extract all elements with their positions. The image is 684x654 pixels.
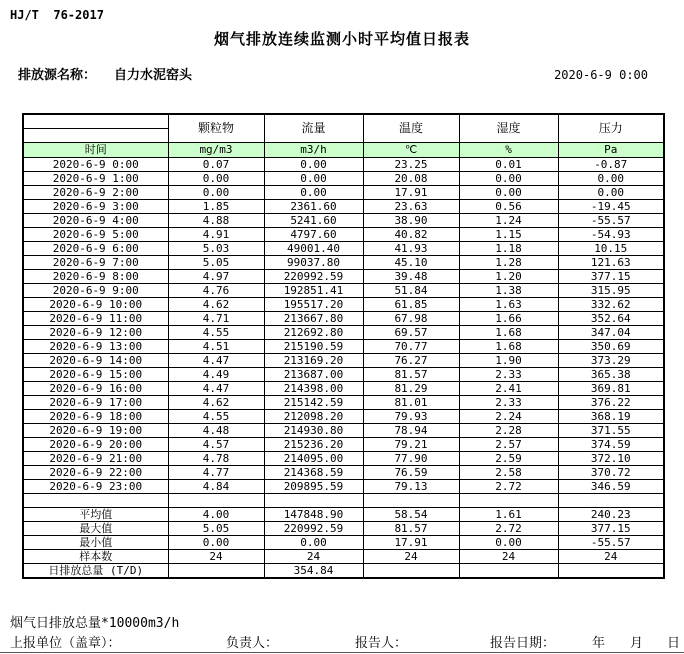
signature-row	[10, 632, 684, 650]
spacer-cell	[23, 494, 168, 508]
row-value: 0.00	[459, 172, 558, 186]
report-datetime: 2020-6-9 0:00	[554, 68, 648, 82]
table-row	[23, 312, 664, 326]
row-value: 0.00	[264, 186, 363, 200]
row-value: 195517.20	[264, 298, 363, 312]
row-time: 2020-6-9 23:00	[23, 480, 168, 494]
row-time: 2020-6-9 16:00	[23, 382, 168, 396]
row-value: 4.57	[168, 438, 264, 452]
column-header: 压力	[558, 114, 664, 143]
row-time: 2020-6-9 10:00	[23, 298, 168, 312]
table-row	[23, 452, 664, 466]
row-value: 77.90	[363, 452, 459, 466]
column-unit: %	[459, 143, 558, 158]
column-unit: mg/m3	[168, 143, 264, 158]
row-value: 5241.60	[264, 214, 363, 228]
row-value: 2.41	[459, 382, 558, 396]
row-value: 213687.00	[264, 368, 363, 382]
row-value: -55.57	[558, 214, 664, 228]
summary-value: 0.00	[459, 536, 558, 550]
row-value: 0.00	[558, 172, 664, 186]
table-row	[23, 424, 664, 438]
row-value: 4.91	[168, 228, 264, 242]
column-unit: m3/h	[264, 143, 363, 158]
row-time: 2020-6-9 22:00	[23, 466, 168, 480]
spacer-cell	[168, 494, 264, 508]
row-value: 4.47	[168, 382, 264, 396]
row-value: 371.55	[558, 424, 664, 438]
row-value: 2.28	[459, 424, 558, 438]
table-row	[23, 270, 664, 284]
summary-value: 17.91	[363, 536, 459, 550]
report-unit-label: 上报单位（盖章）：	[10, 636, 121, 651]
row-value: 1.68	[459, 340, 558, 354]
row-value: 0.01	[459, 158, 558, 172]
row-value: 4.49	[168, 368, 264, 382]
row-value: 23.25	[363, 158, 459, 172]
table-row	[23, 186, 664, 200]
row-value: 1.85	[168, 200, 264, 214]
row-value: 315.95	[558, 284, 664, 298]
row-value: -0.87	[558, 158, 664, 172]
row-time: 2020-6-9 3:00	[23, 200, 168, 214]
source-label: 排放源名称：	[18, 68, 97, 83]
row-value: 213667.80	[264, 312, 363, 326]
row-value: 212098.20	[264, 410, 363, 424]
monitoring-table	[22, 113, 665, 579]
column-header: 颗粒物	[168, 114, 264, 143]
row-value: 121.63	[558, 256, 664, 270]
row-value: 81.57	[363, 368, 459, 382]
table-row	[23, 438, 664, 452]
spacer-cell	[363, 494, 459, 508]
summary-label: 最小值	[23, 536, 168, 550]
summary-row	[23, 536, 664, 550]
summary-rows	[23, 494, 664, 579]
row-time: 2020-6-9 8:00	[23, 270, 168, 284]
table-row	[23, 298, 664, 312]
row-value: 352.64	[558, 312, 664, 326]
summary-value: 24	[363, 550, 459, 564]
row-time: 2020-6-9 2:00	[23, 186, 168, 200]
time-header: 时间	[23, 143, 168, 158]
row-value: 1.68	[459, 326, 558, 340]
row-value: 38.90	[363, 214, 459, 228]
row-value: 1.20	[459, 270, 558, 284]
summary-value: 147848.90	[264, 508, 363, 522]
responsible-label: 负责人：	[226, 636, 279, 651]
row-time: 2020-6-9 7:00	[23, 256, 168, 270]
row-value: 39.48	[363, 270, 459, 284]
row-value: 215190.59	[264, 340, 363, 354]
table-row	[23, 480, 664, 494]
row-value: 376.22	[558, 396, 664, 410]
summary-value	[168, 564, 264, 579]
table-row	[23, 354, 664, 368]
summary-value: 24	[558, 550, 664, 564]
row-value: 214368.59	[264, 466, 363, 480]
column-header: 湿度	[459, 114, 558, 143]
row-value: 192851.41	[264, 284, 363, 298]
summary-value: 240.23	[558, 508, 664, 522]
row-value: 0.00	[558, 186, 664, 200]
row-value: 20.08	[363, 172, 459, 186]
summary-label: 样本数	[23, 550, 168, 564]
row-value: 374.59	[558, 438, 664, 452]
row-value: 215142.59	[264, 396, 363, 410]
table-row	[23, 340, 664, 354]
row-value: 61.85	[363, 298, 459, 312]
row-value: 81.01	[363, 396, 459, 410]
summary-value: -55.57	[558, 536, 664, 550]
row-time: 2020-6-9 6:00	[23, 242, 168, 256]
total-emission-note: 烟气日排放总量*10000m3/h	[10, 616, 180, 631]
report-meta	[18, 64, 648, 83]
spacer-row	[23, 494, 664, 508]
table-row	[23, 172, 664, 186]
row-value: 365.38	[558, 368, 664, 382]
row-value: 346.59	[558, 480, 664, 494]
row-time: 2020-6-9 5:00	[23, 228, 168, 242]
summary-value	[363, 564, 459, 579]
table-row	[23, 368, 664, 382]
row-value: 0.00	[264, 172, 363, 186]
row-value: 0.56	[459, 200, 558, 214]
year-label: 年	[592, 636, 606, 651]
row-value: 4.55	[168, 326, 264, 340]
row-value: 4.88	[168, 214, 264, 228]
summary-value: 81.57	[363, 522, 459, 536]
row-value: 70.77	[363, 340, 459, 354]
page-title: 烟气排放连续监测小时平均值日报表	[213, 30, 470, 48]
row-value: 2.57	[459, 438, 558, 452]
hourly-rows	[23, 158, 664, 494]
summary-value: 1.61	[459, 508, 558, 522]
emission-source	[18, 64, 192, 83]
row-value: 49001.40	[264, 242, 363, 256]
row-value: 370.72	[558, 466, 664, 480]
row-value: 0.00	[459, 186, 558, 200]
row-value: 2.33	[459, 368, 558, 382]
row-value: 79.21	[363, 438, 459, 452]
row-value: 0.00	[264, 158, 363, 172]
row-value: 79.93	[363, 410, 459, 424]
summary-value: 5.05	[168, 522, 264, 536]
row-value: 220992.59	[264, 270, 363, 284]
row-value: 1.18	[459, 242, 558, 256]
row-value: 2.58	[459, 466, 558, 480]
row-value: 1.24	[459, 214, 558, 228]
row-value: 1.66	[459, 312, 558, 326]
time-header-top-cell	[23, 114, 168, 129]
row-value: 4.76	[168, 284, 264, 298]
table-row	[23, 242, 664, 256]
row-value: 4797.60	[264, 228, 363, 242]
column-unit: Pa	[558, 143, 664, 158]
column-unit: ℃	[363, 143, 459, 158]
row-value: 0.00	[168, 186, 264, 200]
unit-header-row	[23, 143, 664, 158]
row-value: 1.38	[459, 284, 558, 298]
row-time: 2020-6-9 9:00	[23, 284, 168, 298]
row-value: 17.91	[363, 186, 459, 200]
spacer-cell	[459, 494, 558, 508]
row-value: 0.07	[168, 158, 264, 172]
row-value: 45.10	[363, 256, 459, 270]
row-value: 5.03	[168, 242, 264, 256]
row-value: 99037.80	[264, 256, 363, 270]
row-value: 213169.20	[264, 354, 363, 368]
row-value: 23.63	[363, 200, 459, 214]
time-header-bottom-cell	[23, 129, 168, 143]
pollutant-name-row	[23, 114, 664, 129]
row-value: 4.97	[168, 270, 264, 284]
row-value: 78.94	[363, 424, 459, 438]
row-value: 214930.80	[264, 424, 363, 438]
row-value: 209895.59	[264, 480, 363, 494]
summary-value: 220992.59	[264, 522, 363, 536]
row-value: 41.93	[363, 242, 459, 256]
row-value: 1.90	[459, 354, 558, 368]
row-value: 368.19	[558, 410, 664, 424]
summary-value: 354.84	[264, 564, 363, 579]
row-value: 2.24	[459, 410, 558, 424]
reporter-label: 报告人：	[355, 636, 408, 651]
row-time: 2020-6-9 4:00	[23, 214, 168, 228]
day-label: 日	[667, 636, 681, 651]
row-value: -19.45	[558, 200, 664, 214]
row-value: 40.82	[363, 228, 459, 242]
summary-value: 4.00	[168, 508, 264, 522]
row-value: 4.62	[168, 396, 264, 410]
row-time: 2020-6-9 15:00	[23, 368, 168, 382]
standard-code: HJ/T 76-2017	[10, 8, 104, 22]
row-time: 2020-6-9 1:00	[23, 172, 168, 186]
row-value: 67.98	[363, 312, 459, 326]
row-value: 2361.60	[264, 200, 363, 214]
table-row	[23, 410, 664, 424]
source-name: 自力水泥窑头	[114, 68, 193, 83]
row-value: 0.00	[168, 172, 264, 186]
row-time: 2020-6-9 19:00	[23, 424, 168, 438]
month-label: 月	[630, 636, 644, 651]
row-value: 76.27	[363, 354, 459, 368]
summary-label: 平均值	[23, 508, 168, 522]
column-header: 流量	[264, 114, 363, 143]
row-value: 377.15	[558, 270, 664, 284]
summary-row	[23, 550, 664, 564]
table-row	[23, 382, 664, 396]
summary-row	[23, 508, 664, 522]
row-value: 81.29	[363, 382, 459, 396]
row-time: 2020-6-9 17:00	[23, 396, 168, 410]
table-row	[23, 228, 664, 242]
row-value: 1.28	[459, 256, 558, 270]
table-row	[23, 284, 664, 298]
row-value: 4.55	[168, 410, 264, 424]
table-row	[23, 256, 664, 270]
row-value: 332.62	[558, 298, 664, 312]
row-time: 2020-6-9 13:00	[23, 340, 168, 354]
row-value: 5.05	[168, 256, 264, 270]
row-value: 214398.00	[264, 382, 363, 396]
row-time: 2020-6-9 14:00	[23, 354, 168, 368]
row-value: 4.51	[168, 340, 264, 354]
table-row	[23, 326, 664, 340]
row-value: 4.78	[168, 452, 264, 466]
row-value: 51.84	[363, 284, 459, 298]
row-value: 372.10	[558, 452, 664, 466]
row-value: 2.59	[459, 452, 558, 466]
summary-value: 24	[459, 550, 558, 564]
table-header	[23, 114, 664, 158]
table-row	[23, 158, 664, 172]
row-value: 212692.80	[264, 326, 363, 340]
report-date-label: 报告日期：	[490, 636, 556, 651]
row-time: 2020-6-9 0:00	[23, 158, 168, 172]
table-row	[23, 466, 664, 480]
row-value: 69.57	[363, 326, 459, 340]
row-value: 373.29	[558, 354, 664, 368]
summary-value: 377.15	[558, 522, 664, 536]
row-value: 10.15	[558, 242, 664, 256]
row-value: 4.71	[168, 312, 264, 326]
row-value: 4.48	[168, 424, 264, 438]
row-value: 4.62	[168, 298, 264, 312]
row-value: 76.59	[363, 466, 459, 480]
spacer-cell	[264, 494, 363, 508]
row-value: 2.33	[459, 396, 558, 410]
row-time: 2020-6-9 12:00	[23, 326, 168, 340]
row-value: 4.77	[168, 466, 264, 480]
summary-row	[23, 522, 664, 536]
row-value: 4.84	[168, 480, 264, 494]
row-time: 2020-6-9 18:00	[23, 410, 168, 424]
summary-value	[558, 564, 664, 579]
summary-label: 最大值	[23, 522, 168, 536]
table-row	[23, 396, 664, 410]
row-value: 79.13	[363, 480, 459, 494]
row-value: 215236.20	[264, 438, 363, 452]
bottom-divider	[0, 652, 684, 653]
row-value: 2.72	[459, 480, 558, 494]
row-time: 2020-6-9 11:00	[23, 312, 168, 326]
summary-value: 24	[264, 550, 363, 564]
row-value: 369.81	[558, 382, 664, 396]
column-header: 温度	[363, 114, 459, 143]
row-value: 347.04	[558, 326, 664, 340]
row-value: 1.63	[459, 298, 558, 312]
table-row	[23, 214, 664, 228]
row-time: 2020-6-9 20:00	[23, 438, 168, 452]
summary-value: 24	[168, 550, 264, 564]
summary-value	[459, 564, 558, 579]
summary-value: 0.00	[264, 536, 363, 550]
row-value: 4.47	[168, 354, 264, 368]
table-row	[23, 200, 664, 214]
summary-label: 日排放总量 (T/D)	[23, 564, 168, 579]
row-value: 1.15	[459, 228, 558, 242]
summary-value: 58.54	[363, 508, 459, 522]
row-value: -54.93	[558, 228, 664, 242]
summary-value: 2.72	[459, 522, 558, 536]
summary-value: 0.00	[168, 536, 264, 550]
row-time: 2020-6-9 21:00	[23, 452, 168, 466]
row-value: 214095.00	[264, 452, 363, 466]
row-value: 350.69	[558, 340, 664, 354]
spacer-cell	[558, 494, 664, 508]
summary-row	[23, 564, 664, 579]
